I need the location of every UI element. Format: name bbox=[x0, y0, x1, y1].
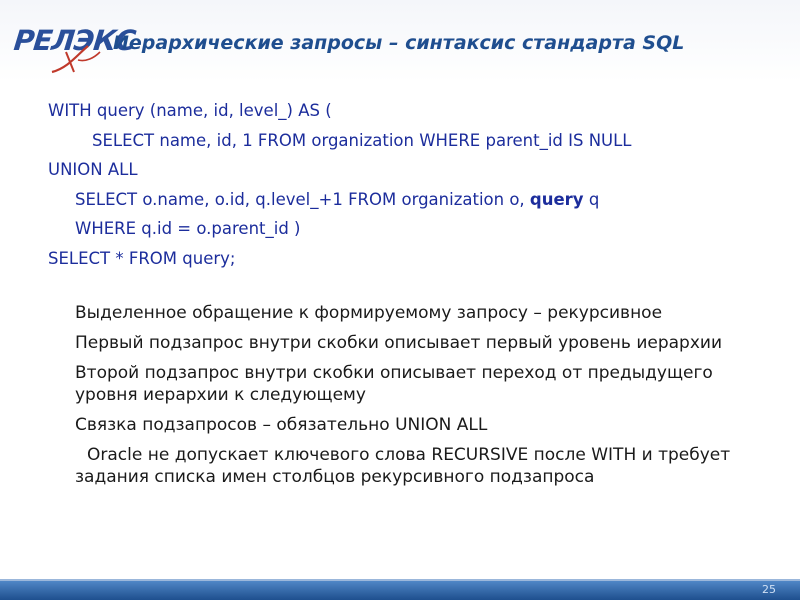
list-item: Второй подзапрос внутри скобки описывает переход от предыдущего уровня иерархии к следующему bbox=[75, 363, 713, 405]
code-line: UNION ALL bbox=[48, 160, 138, 179]
list-item: Первый подзапрос внутри скобки описывает первый уровень иерархии bbox=[75, 333, 722, 353]
explanation-list bbox=[75, 302, 765, 496]
slide-header bbox=[0, 0, 800, 82]
code-text: SELECT o.name, o.id, q.level_+1 FROM organization o, bbox=[75, 189, 530, 209]
logo-swoosh-icon bbox=[48, 42, 104, 76]
page-number: 25 bbox=[762, 583, 776, 596]
code-line: WHERE q.id = o.parent_id ) bbox=[75, 219, 301, 238]
code-line: WITH query (name, id, level_) AS ( bbox=[48, 101, 332, 120]
list-item: Выделенное обращение к формируемому запросу – рекурсивное bbox=[75, 303, 663, 323]
slide-title: Иерархические запросы – синтаксис стандарта SQL bbox=[113, 32, 685, 54]
logo-text: РЕЛЭКС bbox=[12, 24, 137, 57]
list-item: Oracle не допускает ключевого слова RECURSIVE после WITH и требует задания списка имен столбцов рекурсивного подзапроса bbox=[75, 445, 731, 487]
sql-code-block bbox=[48, 96, 632, 273]
company-logo bbox=[12, 24, 137, 80]
code-line: SELECT * FROM query; bbox=[48, 248, 236, 268]
code-line bbox=[48, 185, 632, 215]
code-keyword-highlight: query bbox=[529, 189, 584, 209]
list-item: Связка подзапросов – обязательно UNION ALL bbox=[75, 415, 488, 435]
code-text: q bbox=[583, 189, 600, 209]
code-line: SELECT name, id, 1 FROM organization WHERE parent_id IS NULL bbox=[92, 130, 632, 150]
footer-bar bbox=[0, 581, 800, 600]
